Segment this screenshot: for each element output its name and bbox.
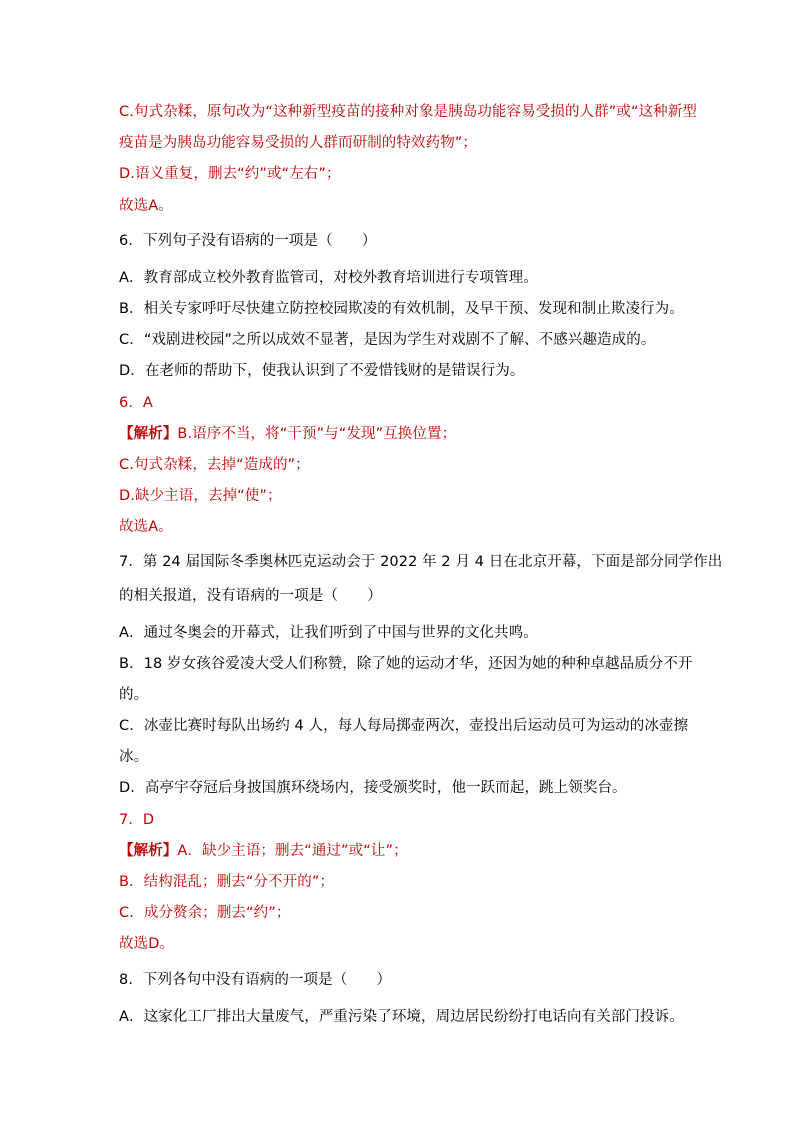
question-7-option-c-part1: C．冰壶比赛时每队出场约 4 人，每人每局掷壶两次，壶投出后运动员可为运动的冰壶擦 — [119, 718, 689, 734]
question-7-analysis-a — [119, 842, 408, 860]
question-6-option-a: A．教育部成立校外教育监管司，对校外教育培训进行专项管理。 — [119, 270, 538, 286]
analysis-tag: 【解析】 — [119, 843, 178, 859]
analysis-tag: 【解析】 — [119, 426, 178, 442]
question-7-stem-part2: 的相关报道，没有语病的一项是（ ） — [119, 588, 382, 604]
question-7-stem-part1: 7．第 24 届国际冬季奥林匹克运动会于 2022 年 2 月 4 日在北京开幕，下面是部分同学作出 — [119, 554, 723, 570]
question-8-option-a: A．这家化工厂排出大量废气，严重污染了环境，周边居民纷纷打电话向有关部门投诉。 — [119, 1009, 684, 1025]
analysis-text: A．缺少主语；删去“通过”或“让”； — [177, 843, 408, 859]
question-6-option-d: D．在老师的帮助下，使我认识到了不爱惜钱财的是错误行为。 — [119, 363, 525, 379]
analysis-conclusion: 故选A。 — [119, 198, 173, 214]
question-6-analysis-d: D.缺少主语，去掉“使”； — [119, 488, 282, 504]
question-6-analysis-c: C.句式杂糅，去掉“造成的”； — [119, 457, 310, 473]
question-6-conclusion: 故选A。 — [119, 519, 173, 535]
analysis-line-c-part2: 疫苗是为胰岛功能容易受损的人群而研制的特效药物”； — [119, 135, 478, 151]
question-7-option-b-part1: B．18 岁女孩谷爱凌大受人们称赞，除了她的运动才华，还因为她的种种卓越品质分不开 — [119, 656, 693, 672]
analysis-line-c-part1: C.句式杂糅，原句改为“这种新型疫苗的接种对象是胰岛功能容易受损的人群”或“这种新型 — [119, 104, 697, 120]
question-6-option-c: C．“戏剧进校园”之所以成效不显著，是因为学生对戏剧不了解、不感兴趣造成的。 — [119, 332, 656, 348]
question-6-analysis-b — [119, 425, 456, 443]
question-7-option-d: D．高亭宇夺冠后身披国旗环绕场内，接受颁奖时，他一跃而起，跳上领奖台。 — [119, 780, 627, 796]
question-7-conclusion: 故选D。 — [119, 936, 175, 952]
question-6-answer: 6．A — [119, 395, 153, 411]
question-6-option-b: B．相关专家呼吁尽快建立防控校园欺凌的有效机制，及早干预、发现和制止欺凌行为。 — [119, 301, 684, 317]
question-7-analysis-b: B．结构混乱；删去“分不开的”； — [119, 874, 335, 890]
question-8-stem: 8．下列各句中没有语病的一项是（ ） — [119, 972, 392, 988]
question-7-answer: 7．D — [119, 812, 155, 828]
question-7-analysis-c: C．成分赘余；删去“约”； — [119, 905, 291, 921]
question-7-option-a: A．通过冬奥会的开幕式，让我们听到了中国与世界的文化共鸣。 — [119, 625, 538, 641]
question-7-option-b-part2: 的。 — [119, 687, 149, 703]
question-7-option-c-part2: 冰。 — [119, 749, 149, 765]
analysis-text: B.语序不当，将“干预”与“发现”互换位置； — [177, 426, 457, 442]
question-6-stem: 6．下列句子没有语病的一项是（ ） — [119, 233, 377, 249]
analysis-line-d: D.语义重复，删去“约”或“左右”； — [119, 166, 341, 182]
